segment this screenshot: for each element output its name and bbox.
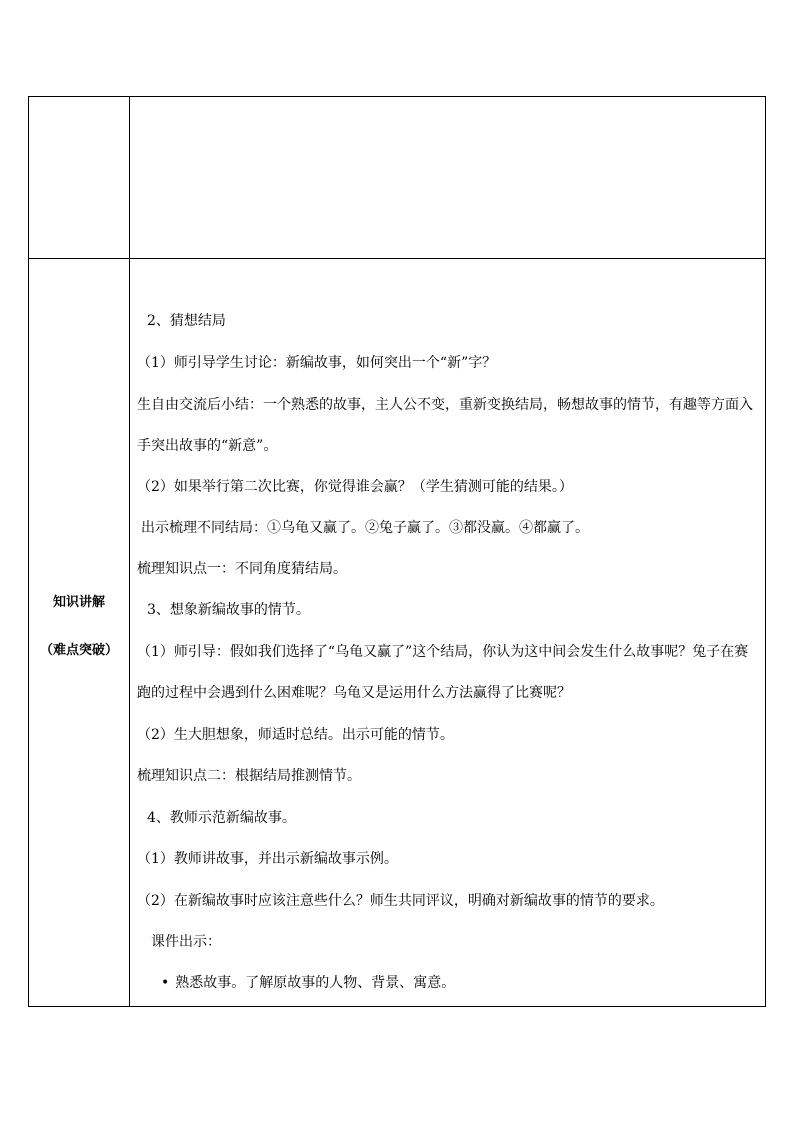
- section-label: 知识讲解: [52, 595, 105, 610]
- row2-label-cell: [29, 259, 129, 1007]
- bullet-text: 熟悉故事。了解原故事的人物、背景、寓意。: [175, 975, 456, 991]
- paragraph: 课件出示：: [151, 934, 221, 950]
- section-sublabel: （难点突破）: [39, 643, 118, 658]
- paragraph: 3、想象新编故事的情节。: [147, 602, 310, 618]
- paragraph: （1）师引导：假如我们选择了“乌龟又赢了”这个结局，你认为这中间会发生什么故事呢？兔子在赛: [137, 644, 749, 660]
- row2-content-cell: [137, 259, 759, 1007]
- paragraph: 2、猜想结局: [147, 313, 226, 329]
- paragraph: （2）在新编故事时应该注意些什么？师生共同评议，明确对新编故事的情节的要求。: [137, 893, 664, 909]
- row1-content-cell: [130, 97, 765, 258]
- lesson-table: [28, 96, 766, 1007]
- paragraph: 生自由交流后小结：一个熟悉的故事，主人公不变，重新变换结局，畅想故事的情节，有趣等方面入: [137, 397, 753, 413]
- paragraph: （2）生大胆想象，师适时总结。出示可能的情节。: [137, 727, 454, 743]
- paragraph: 手突出故事的“新意”。: [137, 438, 278, 454]
- bullet-item: [161, 973, 455, 993]
- paragraph: 梳理知识点一：不同角度猜结局。: [137, 561, 347, 577]
- row1-label-cell: [29, 97, 129, 258]
- paragraph: （1）教师讲故事，并出示新编故事示例。: [137, 851, 398, 867]
- paragraph: 跑的过程中会遇到什么困难呢？乌龟又是运用什么方法赢得了比赛呢？: [137, 685, 571, 701]
- paragraph: 4、教师示范新编故事。: [147, 810, 296, 826]
- paragraph: 出示梳理不同结局：①乌龟又赢了。②兔子赢了。③都没赢。④都赢了。: [141, 520, 589, 536]
- paragraph: （1）师引导学生讨论：新编故事，如何突出一个“新”字？: [137, 355, 497, 371]
- paragraph: 梳理知识点二：根据结局推测情节。: [137, 768, 361, 784]
- bullet-icon: •: [161, 975, 170, 991]
- paragraph: （2）如果举行第二次比赛，你觉得谁会赢？（学生猜测可能的结果。）: [137, 479, 573, 495]
